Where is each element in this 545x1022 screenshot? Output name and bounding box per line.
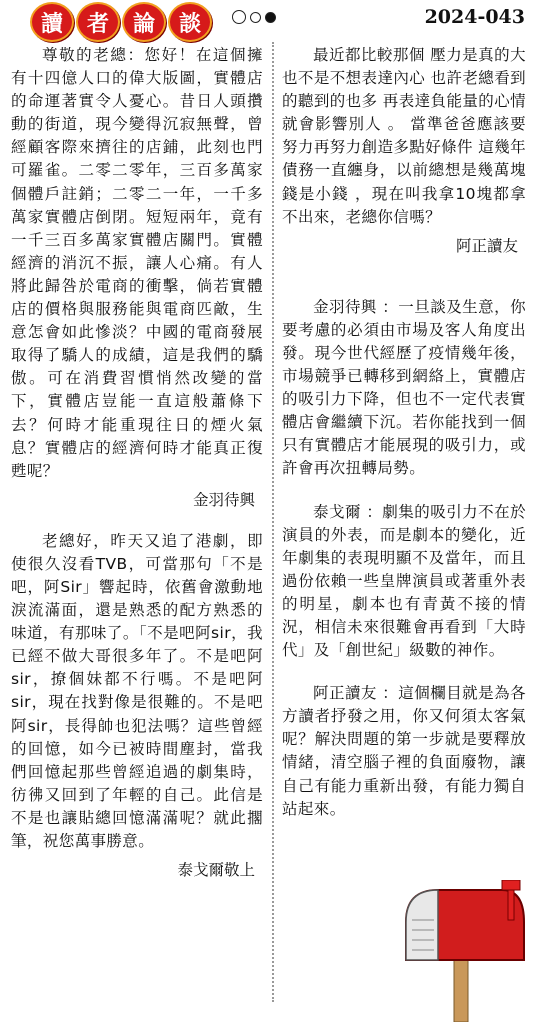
title-char-4: 談 — [168, 2, 212, 42]
reply-taigeer: 泰戈爾 ：劇集的吸引力不在於演員的外表，而是劇本的變化，近年劇集的表現明顯不及當年，而且過份依賴一些皇牌演員或著重外表的明星，劇本也有青黃不接的情況，相信未來很難會再看到「大時代」及「創世紀」級數的神作。 — [282, 502, 526, 660]
circle-icon — [232, 10, 246, 24]
title-char-1: 讀 — [30, 2, 74, 42]
column-header — [0, 0, 545, 40]
signature-taigeer: 泰戈爾敬上 — [177, 861, 255, 880]
circle-icon — [250, 12, 261, 23]
title-char-3: 論 — [122, 2, 166, 42]
column-title — [30, 2, 212, 42]
filled-circle-icon — [265, 12, 276, 23]
reply-azheng: 阿正讀友 ：這個欄目就是為各方讀者抒發之用，你又何須太客氣呢？解決問題的第一步就是要釋放情緒，清空腦子裡的負面廢物，讓自己有能力重新出發，有能力獨自站起來。 — [282, 684, 526, 818]
issue-number: 2024-043 — [424, 6, 525, 28]
title-char-2: 者 — [76, 2, 120, 42]
left-column — [11, 44, 263, 900]
letter-azheng: 最近都比較那個 壓力是真的大 也不是不想表達內心 也許老總看到的聽到的也多 再表達負能量的心情就會影響別人 。 當準爸爸應該要努力再努力創造多點好條件 這幾年債務一直纏身，以前總想是幾萬塊錢是小錢 ，現在叫我拿10塊都拿不出來，老總你信嗎？ — [282, 46, 526, 226]
decor-dots — [232, 10, 276, 24]
signature-jinyu: 金羽待興 — [192, 490, 255, 509]
mailbox-icon — [398, 880, 530, 1022]
right-column — [282, 44, 526, 821]
reply-jinyu: 金羽待興 ：一旦談及生意，你要考慮的必須由市場及客人角度出發。現今世代經歷了疫情幾年後，市場競爭已轉移到網絡上，實體店的吸引力下降，但也不一定代表實體店會繼續下沉。若你能找到一個只有實體店才能展現的吸引力，或許會再次扭轉局勢。 — [282, 297, 526, 478]
letter-jinyu: 尊敬的老總：您好！在這個擁有十四億人口的偉大版圖，實體店的命運著實令人憂心。昔日人頭攢動的街道，現今變得沉寂無聲，曾經顧客際來擠往的店鋪，此刻也門可羅雀。二零二零年，三百多萬家個體戶註銷；二零二一年，一千多萬家實體店倒閉。短短兩年，竟有一千三百多萬家實體店關門。實體經濟的消沉不振，讓人心痛。有人將此歸咎於電商的衝擊，倘若實體店的價格與服務能與電商匹敵，生意怎會如此慘淡？中國的電商發展取得了驕人的成績，這是我們的驕傲。可在消費習慣悄然改變的當下，實體店豈能一直這般蕭條下去？何時才能重現往日的煙火氣息？實體店的經濟何時才能真正復甦呢？ — [11, 46, 263, 480]
signature-azheng: 阿正讀友 — [455, 236, 518, 255]
column-divider — [272, 42, 274, 1002]
letter-taigeer: 老總好，昨天又追了港劇，即使很久沒看TVB，可當那句「不是吧，阿Sir」響起時，依舊會激動地淚流滿面，還是熟悉的配方熟悉的味道，有那味了。「不是吧阿sir，我已經不做大哥很多年了。不是吧阿sir，撩個妹都不行嗎。不是吧阿sir，現在找對像是很難的。不是吧阿sir，長得帥也犯法嗎？這些曾經的回憶，如今已被時間塵封，當我們回憶起那些曾經追過的劇集時，彷彿又回到了年輕的自己。此信是不是也讓貼總回憶滿滿呢？就此擱筆，祝您萬事勝意。 — [11, 531, 263, 850]
